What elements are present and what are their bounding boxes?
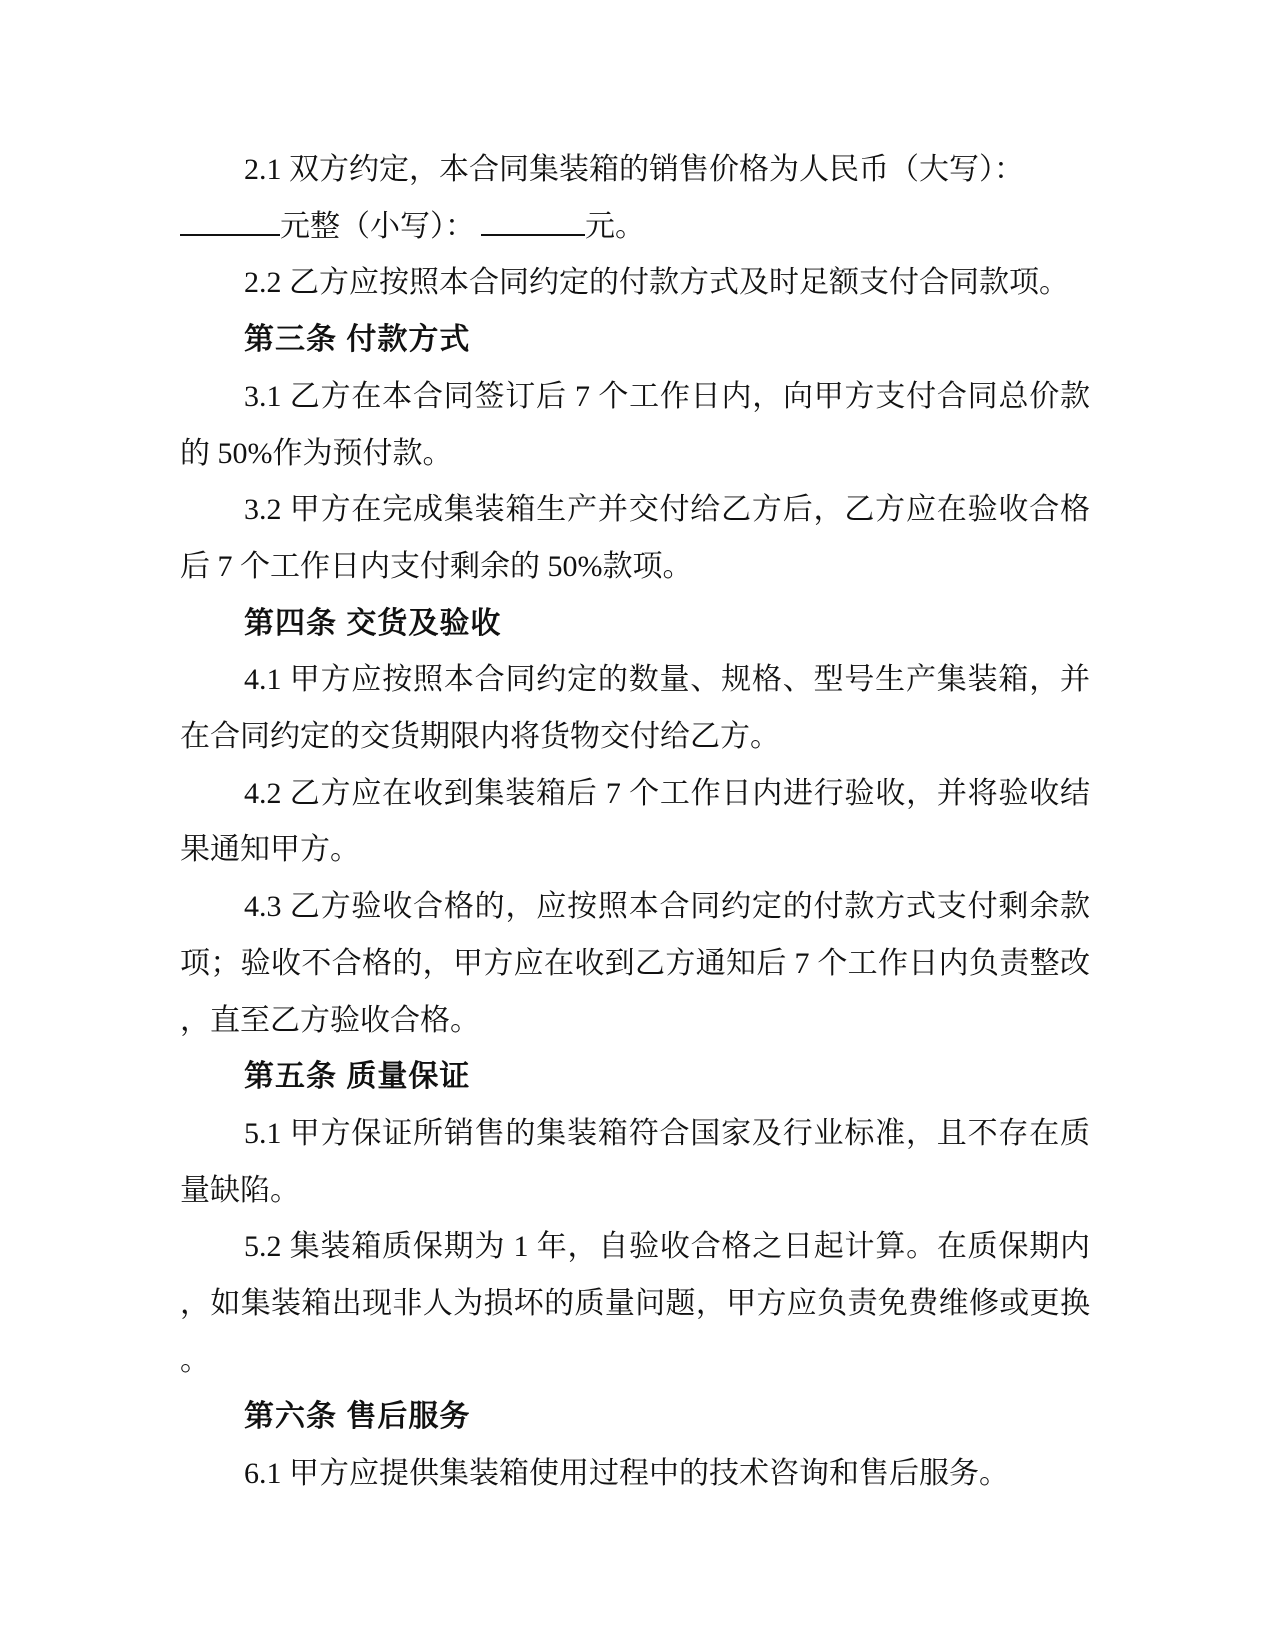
clause-4-3-line-1: 4.3 乙方验收合格的，应按照本合同约定的付款方式支付剩余款	[244, 890, 1090, 924]
amount-in-words-blank	[180, 200, 280, 236]
clause-3-2-line-1: 3.2 甲方在完成集装箱生产并交付给乙方后，乙方应在验收合格	[244, 493, 1090, 527]
clause-5-2-line-3: 。	[180, 1343, 210, 1377]
clause-3-1-line-1: 3.1 乙方在本合同签订后 7 个工作日内，向甲方支付合同总价款	[244, 379, 1090, 413]
clause-4-3-line-3: ，直至乙方验收合格。	[180, 1003, 480, 1037]
clause-4-2-line-2: 果通知甲方。	[180, 833, 360, 867]
clause-4-3-line-2: 项；验收不合格的，甲方应在收到乙方通知后 7 个工作日内负责整改	[180, 946, 1090, 980]
price-blank-line	[180, 199, 1090, 256]
clause-4-1-line-2: 在合同约定的交货期限内将货物交付给乙方。	[180, 720, 780, 754]
price-blank-text-2: 元。	[585, 209, 645, 243]
price-blank-text-1: 元整（小写）：	[280, 209, 475, 243]
clause-3-2-line-2: 后 7 个工作日内支付剩余的 50%款项。	[180, 549, 693, 583]
heading-article-4: 第四条 交货及验收	[244, 606, 502, 640]
amount-in-figures-blank	[481, 200, 585, 236]
clause-5-2-line-1: 5.2 集装箱质保期为 1 年，自验收合格之日起计算。在质保期内	[244, 1230, 1090, 1264]
clause-5-1-line-1: 5.1 甲方保证所销售的集装箱符合国家及行业标准，且不存在质	[244, 1116, 1090, 1150]
clause-5-1-line-2: 量缺陷。	[180, 1173, 300, 1207]
heading-article-6: 第六条 售后服务	[244, 1400, 471, 1434]
clause-3-1-line-2: 的 50%作为预付款。	[180, 436, 453, 470]
contract-body	[180, 142, 1090, 1503]
clause-6-1: 6.1 甲方应提供集装箱使用过程中的技术咨询和售后服务。	[244, 1457, 1009, 1491]
clause-4-1-line-1: 4.1 甲方应按照本合同约定的数量、规格、型号生产集装箱，并	[244, 663, 1090, 697]
clause-5-2-line-2: ，如集装箱出现非人为损坏的质量问题，甲方应负责免费维修或更换	[180, 1287, 1090, 1321]
heading-article-3: 第三条 付款方式	[244, 323, 471, 357]
clause-2-1: 2.1 双方约定，本合同集装箱的销售价格为人民币（大写）：	[244, 153, 1024, 186]
clause-4-2-line-1: 4.2 乙方应在收到集装箱后 7 个工作日内进行验收，并将验收结	[244, 776, 1090, 810]
heading-article-5: 第五条 质量保证	[244, 1060, 471, 1094]
clause-2-2: 2.2 乙方应按照本合同约定的付款方式及时足额支付合同款项。	[244, 266, 1069, 300]
